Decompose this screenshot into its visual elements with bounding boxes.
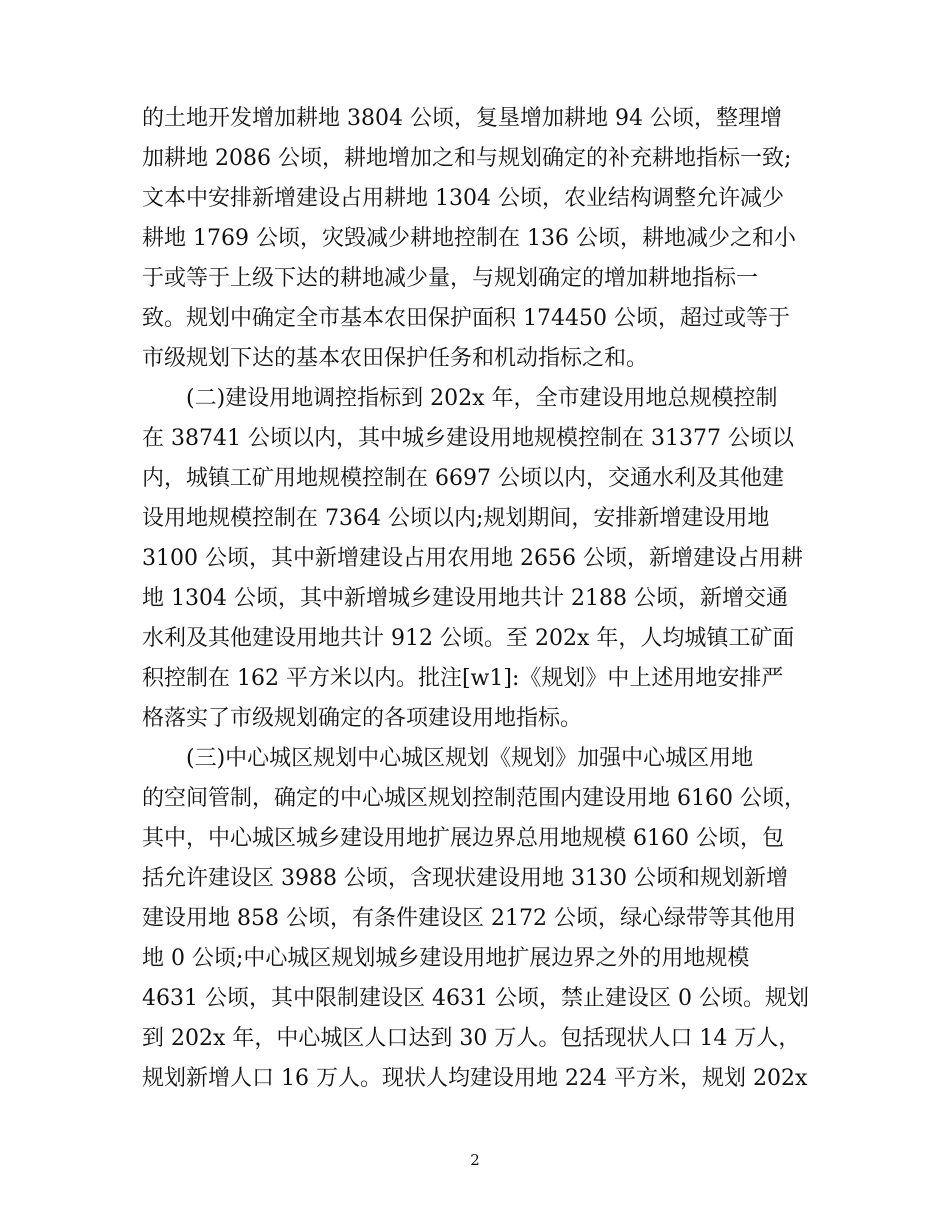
text-line-10: 内，城镇工矿用地规模控制在 6697 公顷以内，交通水利及其他建 (142, 466, 784, 491)
text-line-13: 地 1304 公顷，其中新增城乡建设用地共计 2188 公顷，新增交通 (142, 586, 788, 611)
paragraph-2-start: (二)建设用地调控指标到 202x 年，全市建设用地总规模控制 (186, 386, 778, 411)
text-line-12: 3100 公顷，其中新增建设占用农用地 2656 公顷，新增建设占用耕 (142, 546, 803, 571)
text-line-6: 致。规划中确定全市基本农田保护面积 174450 公顷，超过或等于 (142, 306, 790, 331)
text-line-1: 的土地开发增加耕地 3804 公顷，复垦增加耕地 94 公顷，整理增 (142, 106, 782, 131)
text-line-9: 在 38741 公顷以内，其中城乡建设用地规模控制在 31377 公顷以 (142, 426, 794, 451)
text-line-15: 积控制在 162 平方米以内。批注[w1]:《规划》中上述用地安排严 (142, 666, 784, 691)
text-line-20: 括允许建设区 3988 公顷，含现状建设用地 3130 公顷和规划新增 (142, 866, 788, 891)
text-line-22: 地 0 公顷;中心城区规划城乡建设用地扩展边界之外的用地规模 (142, 946, 750, 971)
text-line-7: 市级规划下达的基本农田保护任务和机动指标之和。 (142, 346, 649, 371)
text-line-25: 规划新增人口 16 万人。现状人均建设用地 224 平方米，规划 202x (142, 1066, 808, 1091)
text-line-19: 其中，中心城区城乡建设用地扩展边界总用地规模 6160 公顷，包 (142, 826, 784, 851)
text-line-14: 水利及其他建设用地共计 912 公顷。至 202x 年，人均城镇工矿面 (142, 626, 795, 651)
text-line-18: 的空间管制，确定的中心城区规划控制范围内建设用地 6160 公顷， (142, 786, 806, 811)
text-line-2: 加耕地 2086 公顷，耕地增加之和与规划确定的补充耕地指标一致; (142, 146, 792, 171)
text-line-5: 于或等于上级下达的耕地减少量，与规划确定的增加耕地指标一 (142, 266, 759, 291)
text-line-24: 到 202x 年，中心城区人口达到 30 万人。包括现状人口 14 万人， (142, 1026, 801, 1051)
text-line-4: 耕地 1769 公顷，灾毁减少耕地控制在 136 公顷，耕地减少之和小 (142, 226, 796, 251)
text-line-23: 4631 公顷，其中限制建设区 4631 公顷，禁止建设区 0 公顷。规划 (142, 986, 809, 1011)
page-number: 2 (470, 1151, 480, 1169)
text-line-3: 文本中安排新增建设占用耕地 1304 公顷，农业结构调整允许减少 (142, 186, 784, 211)
paragraph-3-start: (三)中心城区规划中心城区规划《规划》加强中心城区用地 (186, 746, 754, 771)
text-line-21: 建设用地 858 公顷，有条件建设区 2172 公顷，绿心绿带等其他用 (142, 906, 796, 931)
text-line-11: 设用地规模控制在 7364 公顷以内;规划期间，安排新增建设用地 (142, 506, 770, 531)
text-line-16: 格落实了市级规划确定的各项建设用地指标。 (142, 706, 583, 731)
